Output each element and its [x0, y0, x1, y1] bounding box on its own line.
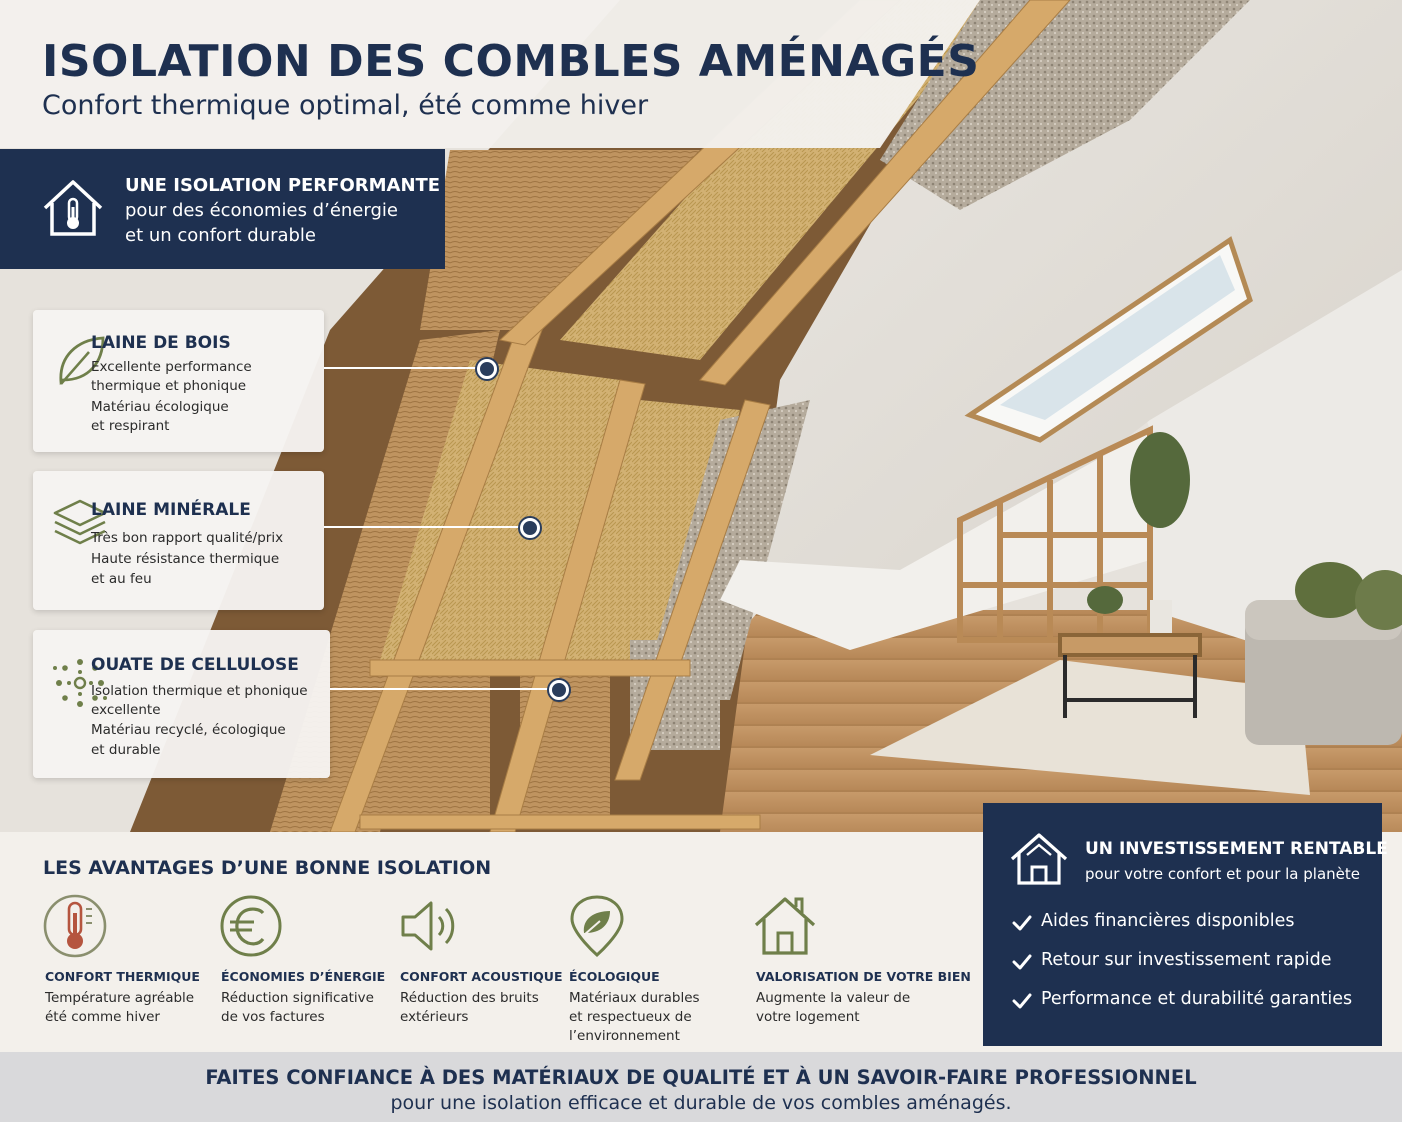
material-line: Isolation thermique et phonique [91, 683, 308, 699]
speaker-icon [397, 893, 463, 959]
advantage-line: et respectueux de [569, 1009, 692, 1025]
advantage-line: Augmente la valeur de [756, 990, 911, 1006]
footer-headline: FAITES CONFIANCE À DES MATÉRIAUX DE QUALITÉ ET À UN SAVOIR-FAIRE PROFESSIONNEL [205, 1066, 1197, 1089]
thermometer-icon [42, 893, 108, 959]
material-line: Haute résistance thermique [91, 551, 280, 567]
investment-point: Aides financières disponibles [1041, 911, 1295, 931]
material-line: Matériau recyclé, écologique [91, 722, 286, 738]
advantage-line: de vos factures [221, 1009, 325, 1025]
pointer-line [324, 367, 482, 369]
eco-leaf-pin-icon [564, 893, 630, 959]
material-title-ouate-de-cellulose: OUATE DE CELLULOSE [91, 655, 299, 675]
material-card-ouate-de-cellulose [33, 630, 330, 778]
house-roof-icon [1009, 831, 1069, 887]
performance-line-1: pour des économies d’énergie [125, 200, 398, 221]
pointer-line [324, 526, 524, 528]
euro-icon [218, 893, 284, 959]
material-line: Excellente performance [91, 359, 252, 375]
advantage-line: Matériaux durables [569, 990, 700, 1006]
check-icon [1012, 991, 1032, 1011]
page-subtitle: Confort thermique optimal, été comme hiver [42, 90, 649, 121]
advantage-line: l’environnement [569, 1028, 680, 1044]
material-title-laine-de-bois: LAINE DE BOIS [91, 333, 231, 353]
advantage-title: CONFORT ACOUSTIQUE [400, 969, 563, 984]
material-line: Très bon rapport qualité/prix [91, 530, 284, 546]
pointer-dot [520, 518, 540, 538]
material-line: thermique et phonique [91, 378, 247, 394]
pointer-line [330, 688, 552, 690]
advantage-line: Réduction significative [221, 990, 374, 1006]
advantage-title: CONFORT THERMIQUE [45, 969, 200, 984]
material-line: et respirant [91, 418, 170, 434]
house-icon [752, 893, 818, 959]
page-title: ISOLATION DES COMBLES AMÉNAGÉS [42, 36, 980, 87]
material-title-laine-minerale: LAINE MINÉRALE [91, 500, 251, 520]
advantage-title: ÉCONOMIES D’ÉNERGIE [221, 969, 386, 984]
footer-subline: pour une isolation efficace et durable de vos combles aménagés. [390, 1092, 1012, 1114]
material-line: et au feu [91, 571, 152, 587]
performance-title: UNE ISOLATION PERFORMANTE [125, 175, 441, 196]
advantage-line: Température agréable [45, 990, 195, 1006]
performance-line-2: et un confort durable [125, 225, 317, 246]
pointer-dot [549, 680, 569, 700]
investment-subtitle: pour votre confort et pour la planète [1085, 865, 1360, 883]
material-line: et durable [91, 742, 161, 758]
check-icon [1012, 952, 1032, 972]
house-thermometer-icon [40, 175, 106, 241]
advantage-line: Réduction des bruits [400, 990, 539, 1006]
advantage-line: été comme hiver [45, 1009, 160, 1025]
pointer-dot [477, 359, 497, 379]
investment-title: UN INVESTISSEMENT RENTABLE [1085, 839, 1388, 859]
material-line: Matériau écologique [91, 399, 229, 415]
investment-point: Retour sur investissement rapide [1041, 950, 1332, 970]
advantage-title: VALORISATION DE VOTRE BIEN [756, 969, 971, 984]
investment-point: Performance et durabilité garanties [1041, 989, 1353, 1009]
advantage-title: ÉCOLOGIQUE [569, 969, 660, 984]
check-icon [1012, 913, 1032, 933]
material-line: excellente [91, 702, 161, 718]
advantage-line: votre logement [756, 1009, 860, 1025]
advantages-title: LES AVANTAGES D’UNE BONNE ISOLATION [43, 857, 492, 879]
advantage-line: extérieurs [400, 1009, 469, 1025]
